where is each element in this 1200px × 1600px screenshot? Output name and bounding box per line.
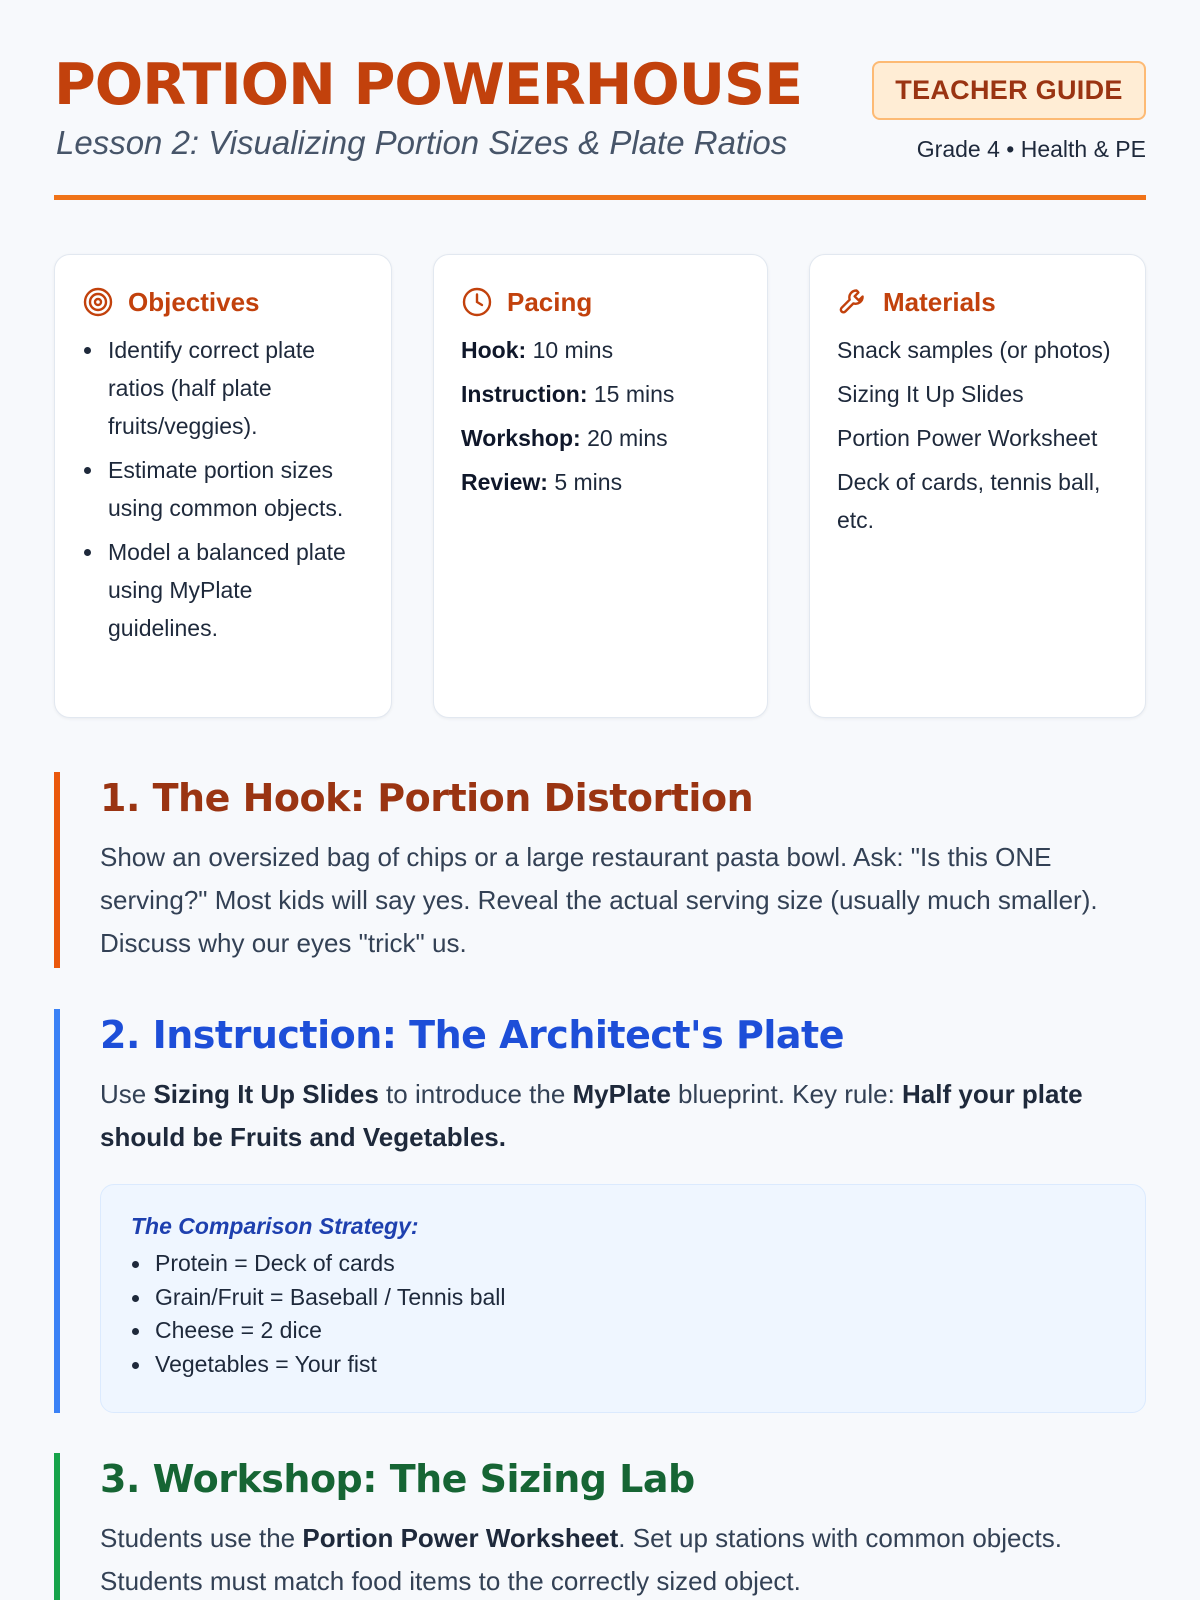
materials-item: Deck of cards, tennis ball, etc. bbox=[837, 469, 1101, 533]
workshop-text: . Set up stations with common objects. Students must match food items to the correctly sized object. bbox=[100, 1523, 1062, 1596]
instruction-text: blueprint. Key rule: bbox=[670, 1079, 903, 1109]
list-item: Identify correct plate ratios (half plate fruits/veggies). bbox=[108, 331, 365, 445]
comparison-strategy-box bbox=[100, 1184, 1146, 1413]
slides-name: Sizing It Up Slides bbox=[153, 1079, 379, 1109]
list-item: Grain/Fruit = Baseball / Tennis ball bbox=[155, 1281, 1115, 1315]
worksheet-name: Portion Power Worksheet bbox=[302, 1523, 619, 1553]
pacing-label: Review: bbox=[461, 469, 548, 495]
materials-item: Snack samples (or photos) bbox=[837, 337, 1111, 363]
pacing-card-header bbox=[461, 285, 741, 319]
list-item: Protein = Deck of cards bbox=[155, 1247, 1115, 1281]
list-item: Model a balanced plate using MyPlate guidelines. bbox=[108, 533, 365, 647]
pacing-label: Instruction: bbox=[461, 381, 588, 407]
objectives-card-header bbox=[82, 285, 365, 319]
materials-item: Portion Power Worksheet bbox=[837, 425, 1098, 451]
workshop-text: Students use the bbox=[100, 1523, 303, 1553]
instruction-text: to introduce the bbox=[378, 1079, 573, 1109]
instruction-section bbox=[54, 1009, 1146, 1413]
pacing-value: 15 mins bbox=[593, 381, 675, 407]
key-rule: Half your plate should be Fruits and Vegetables. bbox=[100, 1079, 1083, 1152]
grade-subject-label: Grade 4 • Health & PE bbox=[916, 136, 1146, 162]
teacher-guide-badge: TEACHER GUIDE bbox=[872, 61, 1146, 120]
pacing-card bbox=[433, 254, 768, 718]
pacing-row-workshop bbox=[461, 419, 741, 457]
pacing-row-instruction bbox=[461, 375, 741, 413]
page-header bbox=[54, 0, 1146, 200]
hook-section bbox=[54, 772, 1146, 968]
workshop-heading: 3. Workshop: The Sizing Lab bbox=[100, 1457, 695, 1501]
workshop-section bbox=[54, 1453, 1146, 1600]
clock-icon bbox=[461, 286, 493, 318]
list-item: Vegetables = Your fist bbox=[155, 1348, 1115, 1382]
instruction-heading: 2. Instruction: The Architect's Plate bbox=[100, 1013, 844, 1057]
target-icon bbox=[82, 286, 114, 318]
myplate-name: MyPlate bbox=[572, 1079, 671, 1109]
objectives-list bbox=[82, 331, 365, 647]
page-title: PORTION POWERHOUSE bbox=[54, 52, 803, 118]
strategy-title: The Comparison Strategy: bbox=[131, 1213, 419, 1239]
objectives-card bbox=[54, 254, 392, 718]
pacing-value: 10 mins bbox=[532, 337, 614, 363]
materials-card bbox=[809, 254, 1146, 718]
wrench-icon bbox=[837, 286, 869, 318]
pacing-row-review bbox=[461, 463, 741, 501]
instruction-body bbox=[100, 1073, 1146, 1159]
strategy-list bbox=[131, 1247, 1115, 1381]
lesson-subtitle: Lesson 2: Visualizing Portion Sizes & Plate Ratios bbox=[56, 124, 788, 161]
hook-body: Show an oversized bag of chips or a large restaurant pasta bowl. Ask: "Is this ONE serving?" Most kids will say yes. Reveal the actual serving size (usually much smaller). Discuss why our eyes "trick" us. bbox=[100, 842, 1098, 958]
info-cards bbox=[54, 254, 1146, 718]
pacing-label: Hook: bbox=[461, 337, 527, 363]
pacing-title: Pacing bbox=[507, 286, 593, 317]
instruction-text: Use bbox=[100, 1079, 154, 1109]
pacing-value: 5 mins bbox=[554, 469, 623, 495]
materials-card-header bbox=[837, 285, 1119, 319]
list-item: Estimate portion sizes using common objects. bbox=[108, 451, 365, 527]
objectives-title: Objectives bbox=[128, 286, 260, 317]
pacing-label: Workshop: bbox=[461, 425, 581, 451]
materials-item: Sizing It Up Slides bbox=[837, 381, 1024, 407]
list-item: Cheese = 2 dice bbox=[155, 1314, 1115, 1348]
materials-title: Materials bbox=[883, 286, 996, 317]
pacing-row-hook bbox=[461, 331, 741, 369]
workshop-body bbox=[100, 1517, 1146, 1600]
pacing-value: 20 mins bbox=[587, 425, 668, 451]
hook-heading: 1. The Hook: Portion Distortion bbox=[100, 776, 754, 820]
